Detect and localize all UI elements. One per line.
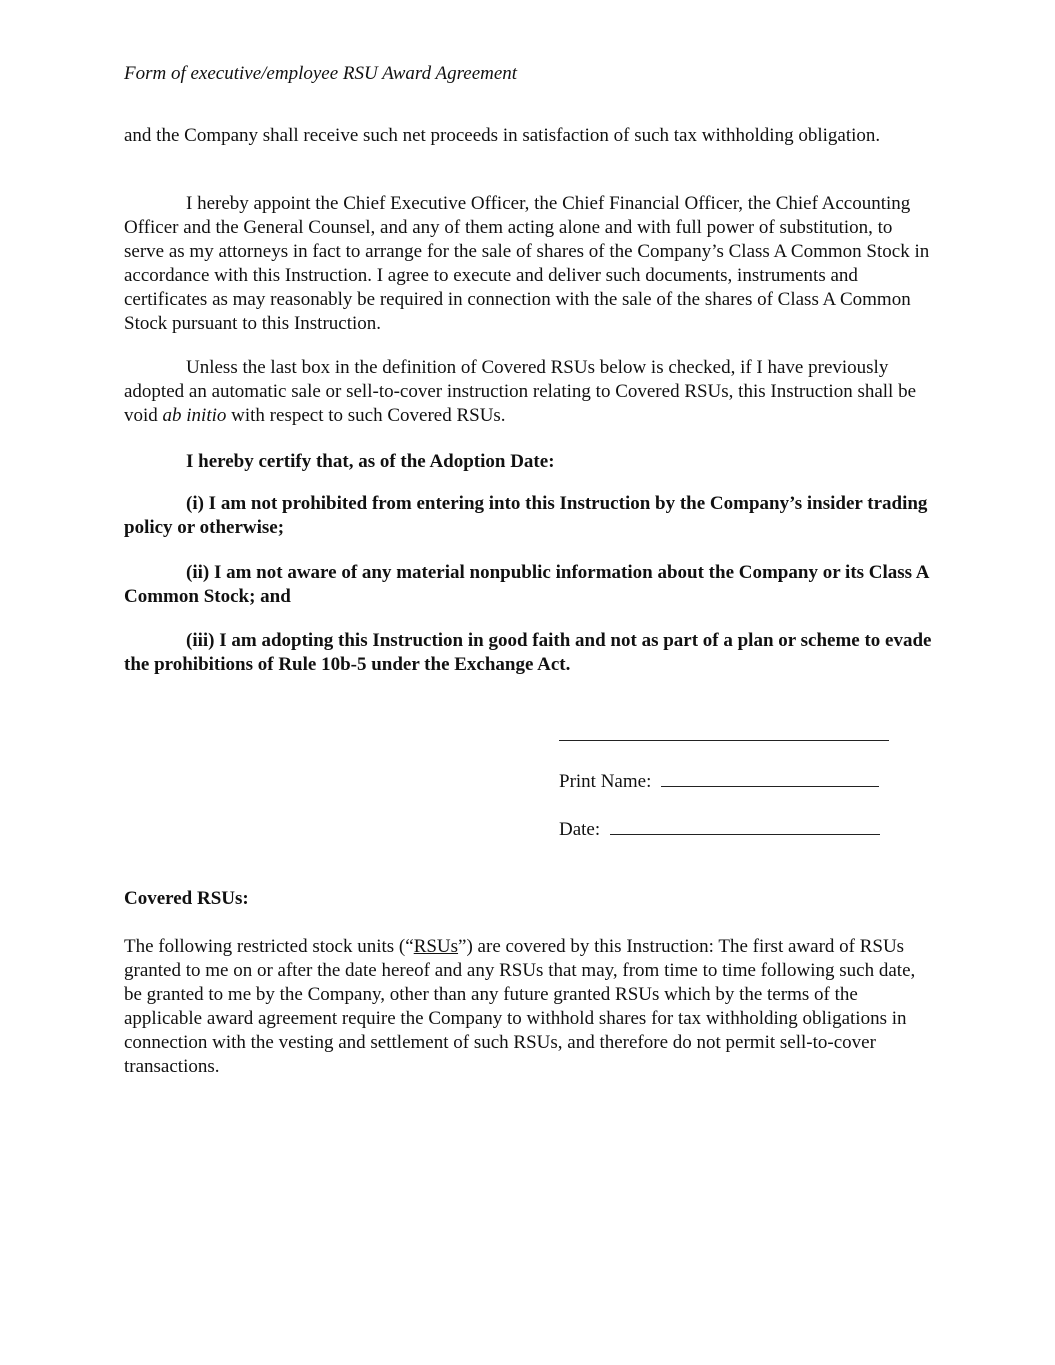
paragraph-prior-instruction: Unless the last box in the definition of Covered RSUs below is checked, if I have previously adopted an automatic sale or sell-to-cover instruction relating to Covered RSUs, this Instruction shall be void ab initio with respect to such Covered RSUs. [124,357,917,426]
certification-iii: (iii) I am adopting this Instruction in good faith and not as part of a plan or scheme to evade the prohibitions of Rule 10b-5 under the Exchange Act. [124,630,932,675]
certify-heading: I hereby certify that, as of the Adoption Date: [186,451,555,472]
date-field[interactable]: Date: [559,816,880,842]
page-header: Form of executive/employee RSU Award Agreement [124,63,518,84]
certification-ii: (ii) I am not aware of any material nonpublic information about the Company or its Class A Common Stock; and [124,562,929,607]
print-name-field[interactable]: Print Name: [559,768,879,794]
paragraph-withholding: and the Company shall receive such net proceeds in satisfaction of such tax withholding obligation. [124,125,881,146]
date-line[interactable] [610,816,880,835]
print-name-line[interactable] [661,768,879,787]
covered-rsus-heading: Covered RSUs: [124,888,249,909]
signature-line[interactable] [559,722,889,748]
certification-i: (i) I am not prohibited from entering into this Instruction by the Company’s insider trading policy or otherwise; [124,493,928,538]
covered-rsus-text: The following restricted stock units (“RSUs”) are covered by this Instruction: The first award of RSUs granted to me on or after the date hereof and any RSUs that may, from time to time following such date, be granted to me by the Company, other than any future granted RSUs which by the terms of the applicable award agreement require the Company to withhold shares for tax withholding obligations in connection with the vesting and settlement of such RSUs, and therefore do not permit sell-to-cover transactions. [124,936,916,1077]
paragraph-attorneys: I hereby appoint the Chief Executive Officer, the Chief Financial Officer, the Chief Accounting Officer and the General Counsel, and any of them acting alone and with full power of substitution, to serve as my attorneys in fact to arrange for the sale of shares of the Company’s Class A Common Stock in accordance with this Instruction. I agree to execute and deliver such documents, instruments and certificates as may reasonably be required in connection with the sale of the shares of Class A Common Stock pursuant to this Instruction. [124,193,930,334]
